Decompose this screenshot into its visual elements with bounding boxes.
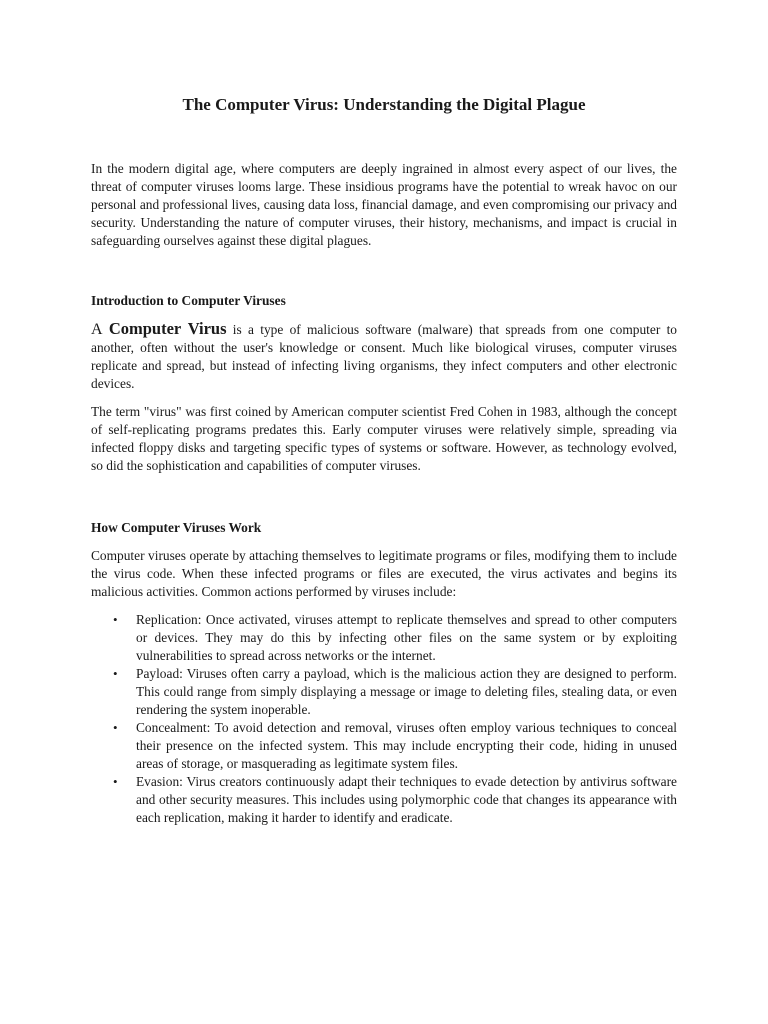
mechanism-paragraph: Computer viruses operate by attaching themselves to legitimate programs or files, modifying them to include the virus code. When these infected programs or files are executed, the virus activates and begins its malicious activities. Common actions performed by viruses include:: [91, 548, 677, 599]
list-item-text: Evasion: Virus creators continuously adapt their techniques to evade detection by antivirus software and other security measures. This includes using polymorphic code that changes its appearance with each replication, making it harder to identify and eradicate.: [136, 774, 677, 825]
list-item: [91, 665, 677, 719]
list-item: [91, 611, 677, 665]
virus-actions-list: [91, 611, 677, 827]
bullet-icon: •: [113, 666, 118, 681]
bullet-icon: •: [113, 720, 118, 735]
history-paragraph: The term "virus" was first coined by American computer scientist Fred Cohen in 1983, although the concept of self-replicating programs predates this. Early computer viruses were relatively simple, spreading via infected floppy disks and targeting specific types of systems or software. However, as technology evolved, so did the sophistication and capabilities of computer viruses.: [91, 404, 677, 473]
page-title: The Computer Virus: Understanding the Digital Plague: [182, 95, 586, 114]
definition-term: Computer Virus: [108, 319, 227, 338]
spacer: [91, 485, 677, 519]
definition-lead: A: [91, 321, 103, 338]
list-item-text: Payload: Viruses often carry a payload, which is the malicious action they are designed to perform. This could range from simply displaying a message or image to deleting files, stealing data, or even rendering the system inoperable.: [136, 666, 677, 717]
spacer: [91, 260, 677, 292]
definition-text: is a type of malicious software (malware) that spreads from one computer to another, often without the user's knowledge or consent. Much like biological viruses, computer viruses replicate and spread, but instead of infecting living organisms, they infect computers and other electronic devices.: [91, 322, 677, 391]
definition-paragraph: [91, 320, 677, 393]
list-item: [91, 719, 677, 773]
section-heading-introduction: Introduction to Computer Viruses: [91, 293, 286, 308]
intro-paragraph: In the modern digital age, where computers are deeply ingrained in almost every aspect of our lives, the threat of computer viruses looms large. These insidious programs have the potential to wreak havoc on our personal and professional lives, causing data loss, financial damage, and even compromising our privacy and security. Understanding the nature of computer viruses, their history, mechanisms, and impact is crucial in safeguarding ourselves against these digital plagues.: [91, 161, 677, 248]
list-item-text: Replication: Once activated, viruses attempt to replicate themselves and spread to other computers or devices. They may do this by infecting other files on the same system or by exploiting vulnerabilities to spread across networks or the internet.: [136, 612, 677, 663]
list-item-text: Concealment: To avoid detection and removal, viruses often employ various techniques to conceal their presence on the infected system. This may include encrypting their code, hiding in unused areas of storage, or masquerading as legitimate system files.: [136, 720, 677, 771]
list-item: [91, 773, 677, 827]
section-heading-how-viruses-work: How Computer Viruses Work: [91, 520, 262, 535]
bullet-icon: •: [113, 774, 118, 789]
bullet-icon: •: [113, 612, 118, 627]
